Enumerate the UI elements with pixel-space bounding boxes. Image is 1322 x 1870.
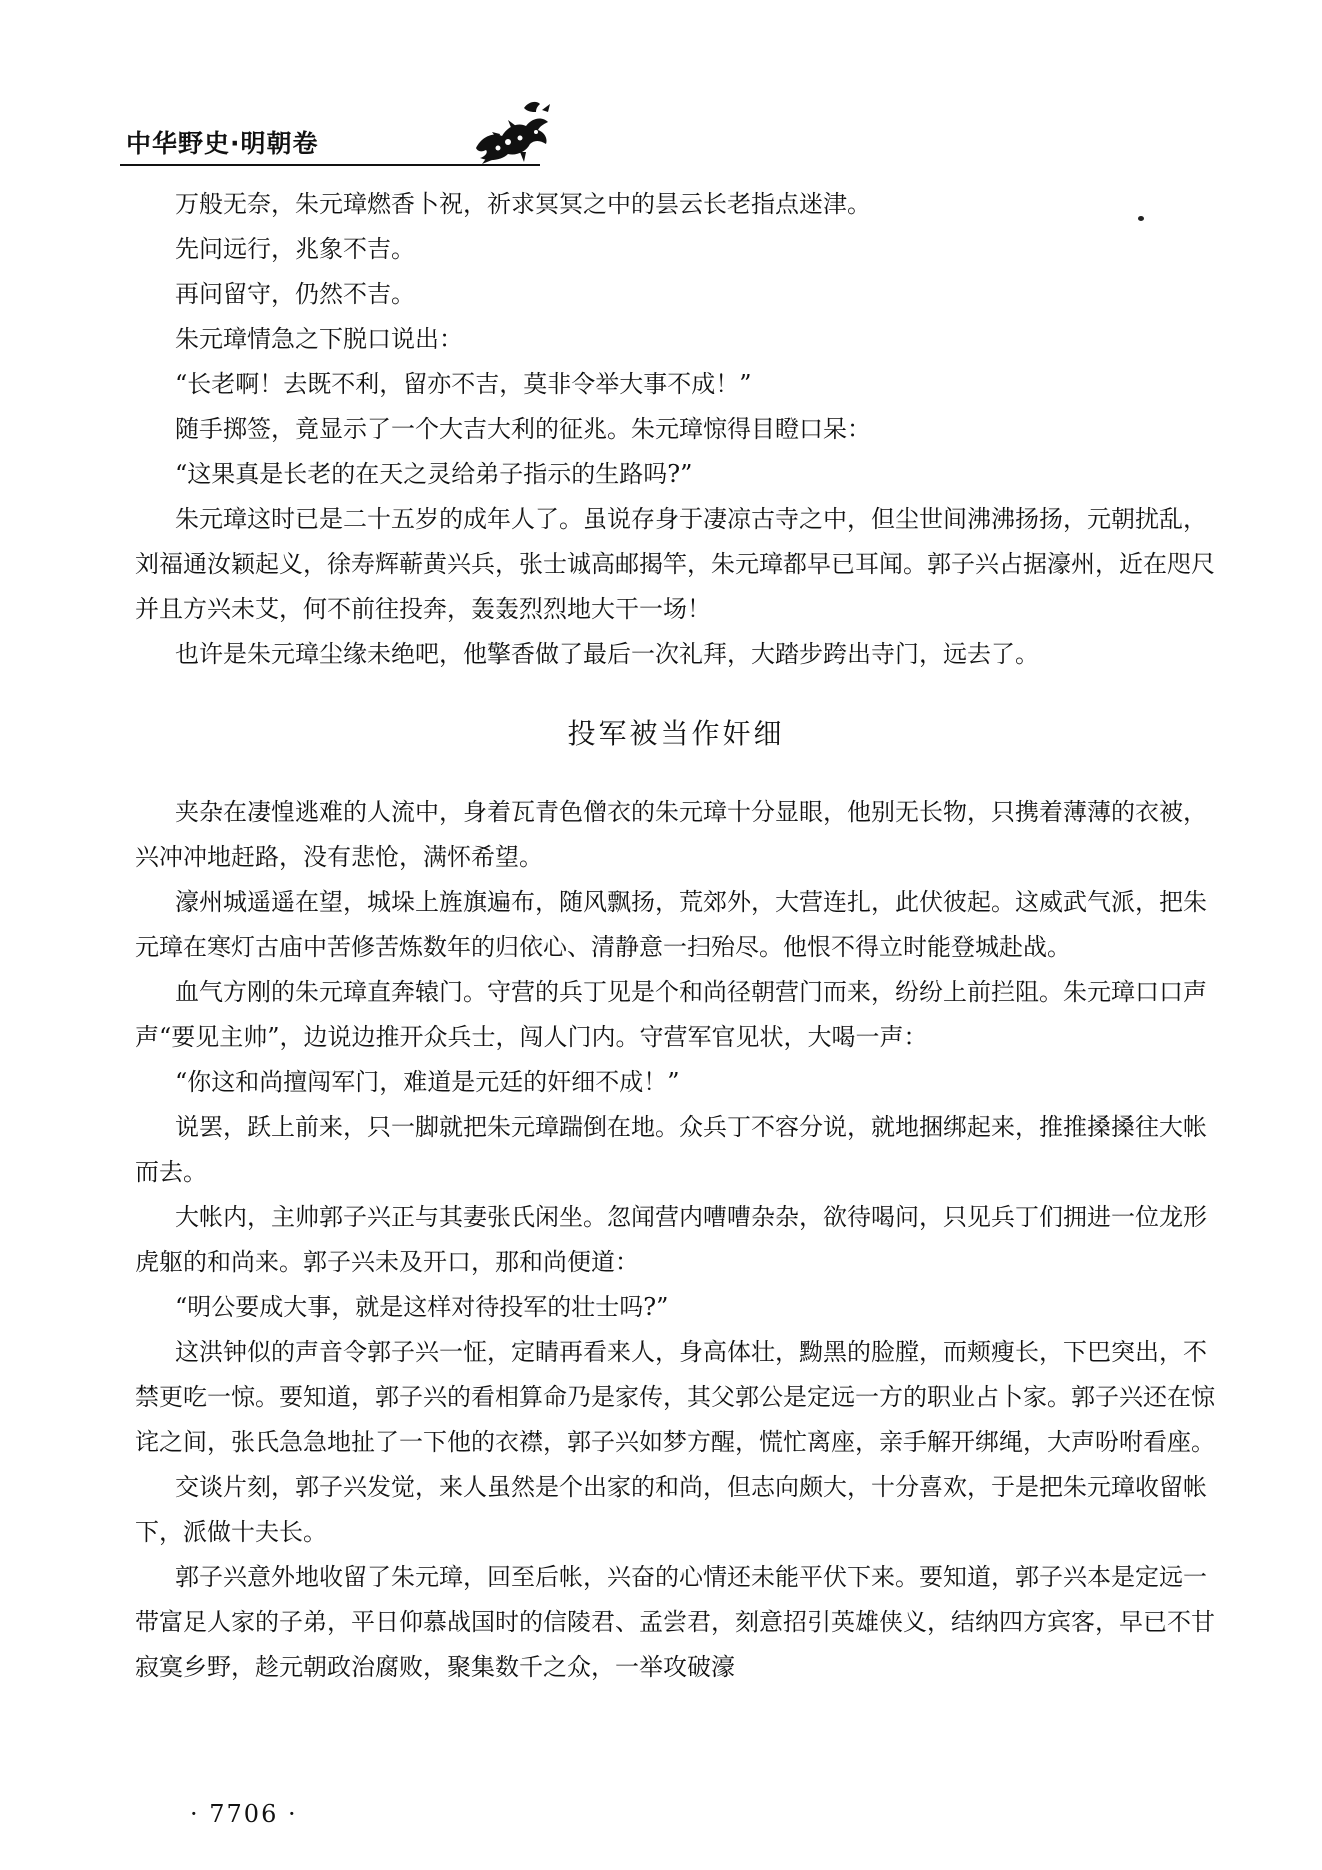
paragraph: 濠州城遥遥在望，城垛上旌旗遍布，随风飘扬，荒郊外，大营连扎，此伏彼起。这威武气派，把朱元璋在寒灯古庙中苦修苦炼数年的归依心、清静意一扫殆尽。他恨不得立时能登城赴战。: [135, 888, 1207, 961]
paragraph: 血气方刚的朱元璋直奔辕门。守营的兵丁见是个和尚径朝营门而来，纷纷上前拦阻。朱元璋口口声声“要见主帅”，边说边推开众兵士，闯人门内。守营军官见状，大喝一声：: [135, 978, 1207, 1051]
section-title: 投军被当作奸细: [567, 717, 785, 750]
paragraph: 交谈片刻，郭子兴发觉，来人虽然是个出家的和尚，但志向颇大，十分喜欢，于是把朱元璋收留帐下，派做十夫长。: [135, 1473, 1207, 1546]
quotation: “明公要成大事，就是这样对待投军的壮士吗?”: [175, 1293, 669, 1321]
paragraph: 这洪钟似的声音令郭子兴一怔，定睛再看来人，身高体壮，黝黑的脸膛，而颊瘦长，下巴突出，不禁更吃一惊。要知道，郭子兴的看相算命乃是家传，其父郭公是定远一方的职业占卜家。郭子兴还在惊诧之间，张氏急急地扯了一下他的衣襟，郭子兴如梦方醒，慌忙离座，亲手解开绑绳，大声吩咐看座。: [135, 1338, 1215, 1456]
quotation: “你这和尚擅闯军门，难道是元廷的奸细不成！”: [175, 1068, 680, 1096]
dragon-emblem-icon: [468, 96, 554, 166]
paragraph: 说罢，跃上前来，只一脚就把朱元璋踹倒在地。众兵丁不容分说，就地捆绑起来，推推搡搡往大帐而去。: [135, 1113, 1207, 1186]
book-title: 中华野史·明朝卷: [126, 129, 319, 158]
paragraph: 随手掷签，竟显示了一个大吉大利的征兆。朱元璋惊得目瞪口呆：: [175, 415, 871, 443]
quotation: “这果真是长老的在天之灵给弟子指示的生路吗?”: [175, 460, 693, 488]
paragraph: 郭子兴意外地收留了朱元璋，回至后帐，兴奋的心情还未能平伏下来。要知道，郭子兴本是定远一带富足人家的子弟，平日仰慕战国时的信陵君、孟尝君，刻意招引英雄侠义，结纳四方宾客，早已不甘寂寞乡野，趁元朝政治腐败，聚集数千之众，一举攻破濠: [135, 1563, 1215, 1681]
paragraph: 万般无奈，朱元璋燃香卜祝，祈求冥冥之中的昙云长老指点迷津。: [175, 190, 871, 218]
paragraph: 夹杂在凄惶逃难的人流中，身着瓦青色僧衣的朱元璋十分显眼，他别无长物，只携着薄薄的衣被，兴冲冲地赶路，没有悲怆，满怀希望。: [135, 798, 1207, 871]
page-number: · 7706 ·: [190, 1800, 298, 1828]
article-body: [135, 182, 1217, 1690]
paragraph: 再问留守，仍然不吉。: [175, 280, 415, 308]
paragraph: 朱元璋这时已是二十五岁的成年人了。虽说存身于凄凉古寺之中，但尘世间沸沸扬扬，元朝扰乱，刘福通汝颖起义，徐寿辉蕲黄兴兵，张士诚高邮揭竿，朱元璋都早已耳闻。郭子兴占据濠州，近在咫尺并且方兴未艾，何不前往投奔，轰轰烈烈地大干一场！: [135, 505, 1215, 623]
paragraph: 先问远行，兆象不吉。: [175, 235, 415, 263]
paragraph: 也许是朱元璋尘缘未绝吧，他擎香做了最后一次礼拜，大踏步跨出寺门，远去了。: [175, 640, 1039, 668]
paragraph: 朱元璋情急之下脱口说出：: [175, 325, 463, 353]
quotation: “长老啊！去既不利，留亦不吉，莫非令举大事不成！”: [175, 370, 752, 398]
paragraph: 大帐内，主帅郭子兴正与其妻张氏闲坐。忽闻营内嘈嘈杂杂，欲待喝问，只见兵丁们拥进一位龙形虎躯的和尚来。郭子兴未及开口，那和尚便道：: [135, 1203, 1207, 1276]
